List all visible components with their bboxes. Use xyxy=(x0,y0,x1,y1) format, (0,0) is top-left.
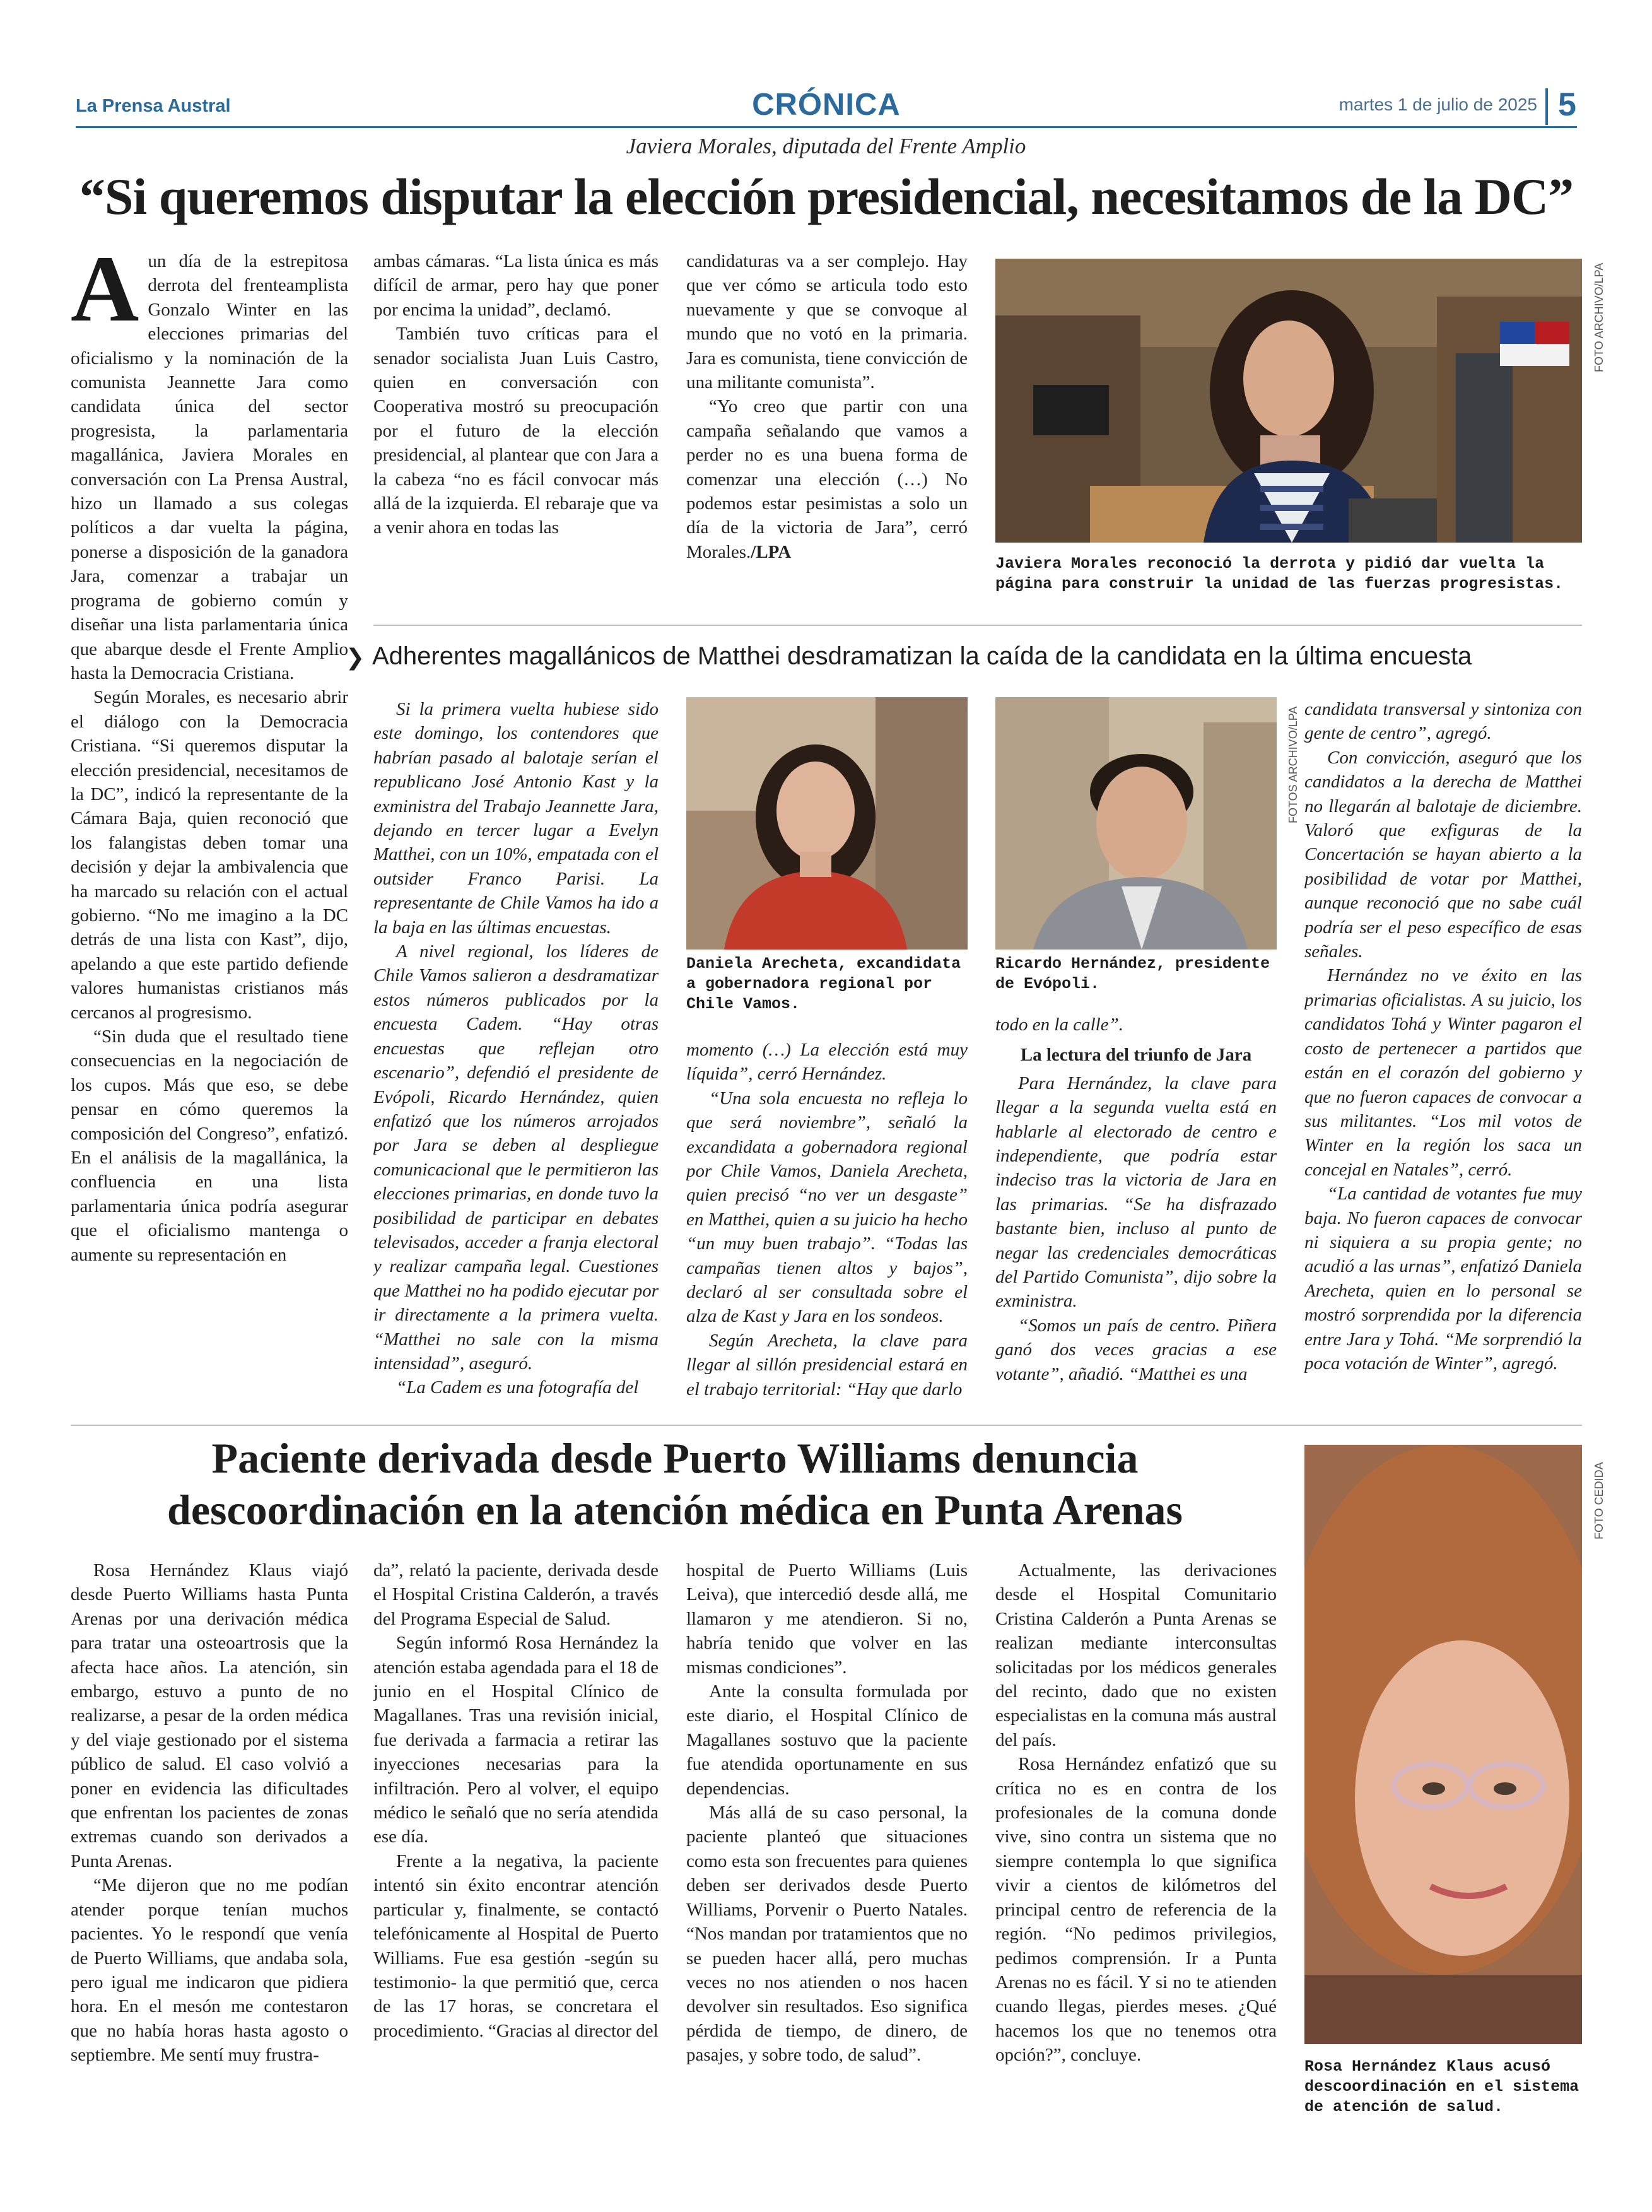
article3-paragraph: Según informó Rosa Hernández la atención estaba agendada para el 18 de junio en el Hospital Clínico de Magallanes. Tras una revisión inicial, fue derivada a farmacia a retirar las inyecciones necesarias para la infiltración. Pero al volver, el equipo médico le señaló que no sería atendida ese día. xyxy=(373,1633,659,1847)
article3-column-4 xyxy=(995,1558,1277,2139)
article1-column-1 xyxy=(71,249,348,1413)
photo-caption: Rosa Hernández Klaus acusó descoordinación en el sistema de atención de salud. xyxy=(1304,2057,1579,2116)
article1-column-2 xyxy=(373,249,659,603)
photo-caption: Ricardo Hernández, presidente de Evópoli. xyxy=(995,955,1270,993)
article1-closing: “Yo creo que partir con una campaña señalando que vamos a perder no es una buena forma de comenzar una elección (…) No podemos estar pesimistas a solo un día de la victoria de Jara”, cerró Morales. xyxy=(686,396,968,562)
article1-headline: “Si queremos disputar la elección presidencial, necesitamos de la DC” xyxy=(79,168,1574,225)
article3-paragraph: hospital de Puerto Williams (Luis Leiva), que intercedió desde allá, me llamaron y me atendieron. Si no, habría tenido que volver en las mismas condiciones”. xyxy=(686,1560,968,1678)
issue-date: martes 1 de julio de 2025 xyxy=(1339,95,1537,114)
photo-credit: FOTO CEDIDA xyxy=(1593,1462,1605,1539)
article3-column-1 xyxy=(71,1558,348,2139)
article1-paragraph: candidaturas va a ser complejo. Hay que ver cómo se articula todo esto nuevamente y que se convoque al mundo que no votó en la primaria. Jara es comunista, tiene convicción de una militante comunista”. xyxy=(686,251,968,393)
article2-paragraph: Según Arecheta, la clave para llegar al sillón presidencial estará en el trabajo territorial: “Hay que darlo xyxy=(686,1330,968,1399)
article1-signature: /LPA xyxy=(751,541,792,562)
page-number: 5 xyxy=(1558,86,1576,123)
article2-paragraph: “Una sola encuesta no refleja lo que será noviembre”, señaló la excandidata a gobernadora regional por Chile Vamos, Daniela Arecheta, quien precisó “no ver un desgaste” en Matthei, quien a su juicio ha hecho “un muy buen trabajo”. “Todas las campañas tienen altos y bajos”, declaró al ser consultada sobre el alza de Kast y Jara en los sondeos. xyxy=(686,1088,968,1327)
photo-ricardo-hernandez-image xyxy=(995,697,1277,950)
article2-paragraph: candidata transversal y sintoniza con gente de centro”, agregó. xyxy=(1304,699,1582,744)
photo-credit: FOTO ARCHIVO/LPA xyxy=(1593,262,1605,372)
article2-paragraph: Con convicción, aseguró que los candidatos a la derecha de Matthei no llegarán al balotaje de diciembre. Valoró que exfiguras de la Concertación se hayan abierto a la posibilidad de votar por Matthei, aunque reconoció que no sabe cuál podría ser el peso específico de esas señales. xyxy=(1304,747,1582,962)
article3-paragraph: Frente a la negativa, la paciente intentó sin éxito encontrar atención particular y, finalmente, se contactó telefónicamente al Hospital de Puerto Williams. Fue esa gestión -según su testimonio- la que permitió que, cerca de las 17 horas, se concretara el procedimiento. “Gracias al director del xyxy=(373,1850,659,2041)
photo-javiera-morales xyxy=(995,259,1582,543)
article2-column-1 xyxy=(373,697,659,1413)
article2-paragraph: momento (…) La elección está muy líquida”, cerró Hernández. xyxy=(686,1040,968,1085)
section-divider xyxy=(373,625,1582,626)
article2-paragraph: Para Hernández, la clave para llegar a la segunda vuelta está en hablarle al electorado de centro e independiente, que podría estar indeciso tras la victoria de Jara en las primarias. “Se ha disfrazado bastante bien, incluso al punto de negar las credenciales democráticas del Partido Comunista”, dijo sobre la exministra. xyxy=(995,1073,1277,1312)
masthead-divider xyxy=(1545,88,1548,125)
photo-ricardo-hernandez xyxy=(995,697,1277,950)
article1-column-3 xyxy=(686,249,968,603)
article3-paragraph: Rosa Hernández Klaus viajó desde Puerto Williams hasta Punta Arenas por una derivación médica para tratar una osteoartrosis que la afecta hace años. La atención, sin embargo, estuvo a punto de no realizarse, a pesar de la orden médica y del viaje gestionado por el sistema público de salud. El caso volvió a poner en evidencia las dificultades que enfrentan los pacientes de zonas extremas cuando son derivados a Punta Arenas. xyxy=(71,1560,348,1871)
photo-javiera-morales-image xyxy=(995,259,1582,543)
article1-paragraph: ambas cámaras. “La lista única es más difícil de armar, pero hay que poner por encima la unidad”, declamó. xyxy=(373,251,659,320)
article1-paragraph: un día de la estrepitosa derrota del frenteamplista Gonzalo Winter en las elecciones primarias del oficialismo y la nominación de la comunista Jeannette Jara como candidata única del sector progresista, la parlamentaria magallánica, Javiera Morales en conversación con La Prensa Austral, hizo un llamado a sus colegas políticos a dar vuelta la página, ponerse a disposición de la ganadora Jara, comenzar a trabajar un programa de gobierno común y diseñar una lista parlamentaria única que abarque desde el Frente Amplio hasta la Democracia Cristiana. xyxy=(71,251,348,683)
article2-column-3 xyxy=(995,1013,1277,1416)
article1-kicker: Javiera Morales, diputada del Frente Amplio xyxy=(626,134,1026,158)
article3-headline: Paciente derivada desde Puerto Williams denuncia descoordinación en la atención médica en Punta Arenas xyxy=(167,1434,1183,1534)
photo-rosa-hernandez xyxy=(1304,1445,1582,2044)
article3-paragraph: Rosa Hernández enfatizó que su crítica no es en contra de los profesionales de la comuna donde vive, sino contra un sistema que no siempre contempla lo que significa vivir a cientos de kilómetros del principal centro de referencia de la región. “No pedimos privilegios, pedimos comprensión. Ir a Punta Arenas no es fácil. Y si no te atienden cuando llegas, pierdes meses. ¿Qué hacemos los que no tenemos otra opción?”, concluye. xyxy=(995,1754,1277,2066)
article2-paragraph: Si la primera vuelta hubiese sido este domingo, los contendores que habrían pasado al balotaje serían el republicano José Antonio Kast y la exministra del Trabajo Jeannette Jara, dejando en tercer lugar a Evelyn Matthei, con un 10%, empatada con el outsider Franco Parisi. La representante de Chile Vamos ha ido a la baja en las últimas encuestas. xyxy=(373,699,659,938)
photo-daniela-arecheta xyxy=(686,697,968,950)
photo-rosa-hernandez-image xyxy=(1304,1445,1582,2044)
article2-subheading: La lectura del triunfo de Jara xyxy=(1020,1045,1252,1066)
article1-paragraph: Según Morales, es necesario abrir el diálogo con la Democracia Cristiana. “Si queremos disputar la elección presidencial, necesitamos de la DC”, indicó la representante de la Cámara Baja, quien reconoció que los falangistas deben tomar una decisión y dejar la ambivalencia que ha marcado su relación con el actual gobierno. “No me imagino a la DC detrás de una lista con Kast”, dijo, apelando a que este partido defiende valores humanistas cristianos más cercanos al progresismo. xyxy=(71,687,348,1023)
article1-paragraph xyxy=(686,394,968,564)
article2-paragraph: “La Cadem es una fotografía del xyxy=(396,1377,639,1398)
article3-paragraph: “Me dijeron que no me podían atender porque tenían muchos pacientes. Yo le respondí que venía de Puerto Williams, que andaba sola, pero igual me indicaron que pidiera hora. En el mesón me contestaron que no había horas hasta agosto o septiembre. Me sentí muy frustra- xyxy=(71,1875,348,2066)
article2-paragraph: A nivel regional, los líderes de Chile Vamos salieron a desdramatizar estos números publicados por la encuesta Cadem. “Hay otras encuestas que reflejan otro escenario”, defendió el presidente de Evópoli, Ricardo Hernández, quien enfatizó que los números arrojados por Jara se deben al despliegue comunicacional que le permitieron las elecciones primarias, en donde tuvo la posibilidad de participar en debates televisados, acceder a franja electoral y realizar campaña legal. Cuestiones que Matthei no ha podido ejecutar por ir directamente a la primera vuelta. “Matthei no sale con la misma intensidad”, aseguró. xyxy=(373,941,659,1374)
section-divider xyxy=(71,1425,1582,1426)
article3-paragraph: da”, relató la paciente, derivada desde el Hospital Cristina Calderón, a través del Programa Especial de Salud. xyxy=(373,1560,659,1629)
article3-column-3 xyxy=(686,1558,968,2139)
section-title: CRÓNICA xyxy=(752,88,901,122)
article2-column-2 xyxy=(686,1038,968,1416)
photo-caption: Daniela Arecheta, excandidata a gobernadora regional por Chile Vamos. xyxy=(686,955,961,1013)
newspaper-name: La Prensa Austral xyxy=(76,96,231,116)
article2-paragraph: “Somos un país de centro. Piñera ganó dos veces gracias a ese votante”, añadió. “Matthei es una xyxy=(995,1315,1277,1384)
article3-paragraph: Más allá de su caso personal, la paciente planteó que situaciones como esta son frecuentes para quienes deben ser derivados desde Puerto Williams, Porvenir o Puerto Natales. “Nos mandan por tratamientos que no se pueden hacer allá, pero muchas veces no nos atienden o nos hacen devolver sin resultados. Eso significa pérdida de tiempo, de dinero, de pasajes, y sobre todo, de salud”. xyxy=(686,1803,968,2066)
photo-credit: FOTOS ARCHIVO/LPA xyxy=(1287,706,1299,823)
article2-paragraph: todo en la calle”. xyxy=(995,1015,1123,1035)
photo-daniela-arecheta-image xyxy=(686,697,968,950)
masthead-rule xyxy=(76,126,1577,128)
article2-headline: Adherentes magallánicos de Matthei desdramatizan la caída de la candidata en la última encuesta xyxy=(372,642,1472,670)
article2-column-4 xyxy=(1304,697,1582,1416)
article2-paragraph: “La cantidad de votantes fue muy baja. No fueron capaces de convocar ni siquiera a su propia gente; no acudió a las urnas”, enfatizó Daniela Arecheta, quien en lo personal se mostró sorprendida por la diferencia entre Jara y Tohá. “Me sorprendió la poca votación de Winter”, agregó. xyxy=(1304,1184,1582,1374)
subhead-arrow-icon: ❯ xyxy=(346,645,365,671)
dropcap: A xyxy=(71,249,139,341)
article1-paragraph: También tuvo críticas para el senador socialista Juan Luis Castro, quien en conversación con Cooperativa mostró su preocupación por el futuro de la elección presidencial, al plantear que con Jara a la cabeza “no es fácil convocar más allá de la izquierda. El rebaraje que va a venir ahora en todas las xyxy=(373,324,659,538)
photo-caption: Javiera Morales reconoció la derrota y pidió dar vuelta la página para construir la unidad de las fuerzas progresistas. xyxy=(995,555,1564,593)
article3-paragraph: Ante la consulta formulada por este diario, el Hospital Clínico de Magallanes sostuvo que la paciente fue atendida oportunamente en sus dependencias. xyxy=(686,1681,968,1799)
article3-column-2 xyxy=(373,1558,659,2139)
article2-paragraph: Hernández no ve éxito en las primarias oficialistas. A su juicio, los candidatos Tohá y Winter pagaron el costo de pertenecer a partidos que están en el corazón del gobierno y que no fueron capaces de convocar a sus militantes. “Los mil votos de Winter en la región los saca un concejal en Natales”, cerró. xyxy=(1304,965,1582,1180)
article3-paragraph: Actualmente, las derivaciones desde el Hospital Comunitario Cristina Calderón a Punta Arenas se realizan mediante interconsultas solicitadas por los médicos generales del recinto, dado que no existen especialistas en la comuna más austral del país. xyxy=(995,1560,1277,1750)
article1-paragraph: “Sin duda que el resultado tiene consecuencias en la negociación de los cupos. Más que eso, se debe pensar en cómo queremos la composición del Congreso”, enfatizó. En el análisis de la magallánica, la confluencia en una lista parlamentaria única podría asegurar que el oficialismo mantenga o aumente su representación en xyxy=(71,1027,348,1265)
